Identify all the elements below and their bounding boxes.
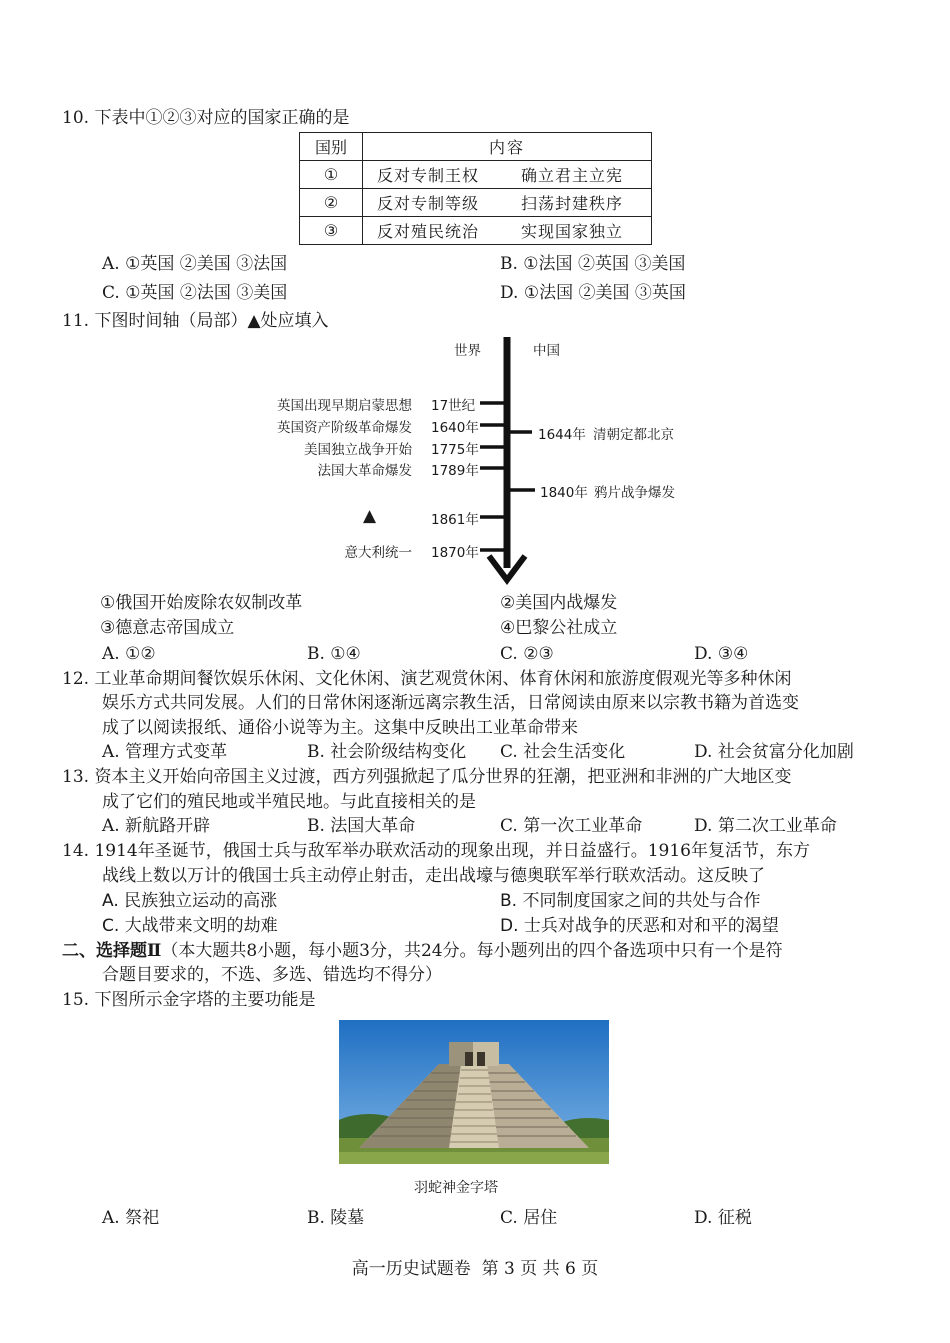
q11-item-4: ④巴黎公社成立 bbox=[500, 618, 618, 638]
section2-header bbox=[62, 940, 783, 962]
q11-option-d: D. ③④ bbox=[694, 644, 749, 664]
pyramid-caption: 羽蛇神金字塔 bbox=[414, 1180, 498, 1196]
q10-row-content-b: 确立君主立宪 bbox=[521, 166, 624, 185]
q11-item-3: ③德意志帝国成立 bbox=[100, 618, 235, 638]
q14-line-1: 14. 1914年圣诞节，俄国士兵与敌军举办联欢活动的现象出现，并日益盛行。1916年复活节，东方 bbox=[62, 841, 810, 861]
page-footer: 高一历史试题卷 第 3 页 共 6 页 bbox=[351, 1259, 599, 1279]
q15-option-a: A. 祭祀 bbox=[102, 1208, 160, 1228]
q15-stem: 15. 下图所示金字塔的主要功能是 bbox=[62, 990, 316, 1010]
section2-desc: （本大题共8小题，每小题3分，共24分。每小题列出的四个备选项中只有一个是符 bbox=[161, 941, 783, 961]
q13-option-b: B. 法国大革命 bbox=[307, 816, 416, 836]
timeline-world-event: 英国出现早期启蒙思想 bbox=[277, 398, 412, 414]
q11-stem: 11. 下图时间轴（局部）▲处应填入 bbox=[62, 311, 329, 331]
q12-option-c: C. 社会生活变化 bbox=[500, 742, 626, 762]
q14-line-2: 战线上数以万计的俄国士兵主动停止射击，走出战壕与德奥联军举行联欢活动。这反映了 bbox=[102, 866, 765, 886]
timeline-world-event: 意大利统一 bbox=[344, 545, 412, 561]
q11-option-c: C. ②③ bbox=[500, 644, 554, 664]
q15-option-b: B. 陵墓 bbox=[307, 1208, 365, 1228]
q10-stem: 10. 下表中①②③对应的国家正确的是 bbox=[62, 108, 350, 128]
q10-option-c: C. ①英国 ②法国 ③美国 bbox=[102, 283, 288, 303]
q13-line-2: 成了它们的殖民地或半殖民地。与此直接相关的是 bbox=[102, 792, 476, 812]
q12-option-b: B. 社会阶级结构变化 bbox=[307, 742, 467, 762]
q11-option-b: B. ①④ bbox=[307, 644, 361, 664]
timeline-world-year: 1640年 bbox=[431, 420, 479, 436]
timeline-world-year: 1775年 bbox=[431, 442, 479, 458]
q10-row-content-b: 扫荡封建秩序 bbox=[521, 194, 624, 213]
q11-option-a: A. ①② bbox=[102, 644, 156, 664]
q12-line-2: 娱乐方式共同发展。人们的日常休闲逐渐远离宗教生活，日常阅读由原来以宗教书籍为首选变 bbox=[102, 693, 799, 713]
q10-row-num: ① bbox=[300, 161, 363, 189]
q10-option-b: B. ①法国 ②英国 ③美国 bbox=[500, 254, 686, 274]
timeline-china-year: 1644年 bbox=[538, 427, 586, 443]
timeline-world-event: 英国资产阶级革命爆发 bbox=[277, 420, 412, 436]
q10-header-content: 内容 bbox=[363, 133, 652, 161]
section2-desc-2: 合题目要求的，不选、多选、错选均不得分） bbox=[102, 965, 442, 985]
q12-option-a: A. 管理方式变革 bbox=[102, 742, 228, 762]
q10-row-content-a: 反对殖民统治 bbox=[377, 222, 480, 241]
q10-option-d: D. ①法国 ②美国 ③英国 bbox=[500, 283, 686, 303]
q11-item-1: ①俄国开始废除农奴制改革 bbox=[100, 593, 303, 613]
timeline-world-year: 1789年 bbox=[431, 463, 479, 479]
timeline-china-header: 中国 bbox=[533, 343, 560, 359]
section2-title: 二、选择题Ⅱ bbox=[62, 941, 162, 961]
pyramid-photo bbox=[339, 1020, 609, 1164]
q10-header-country: 国别 bbox=[300, 133, 363, 161]
q15-option-d: D. 征税 bbox=[694, 1208, 752, 1228]
timeline-world-event: 法国大革命爆发 bbox=[317, 463, 412, 479]
q10-row-num: ③ bbox=[300, 217, 363, 245]
q13-option-c: C. 第一次工业革命 bbox=[500, 816, 643, 836]
q10-row-num: ② bbox=[300, 189, 363, 217]
q14-option-c: C. 大战带来文明的劫难 bbox=[102, 916, 278, 936]
q14-option-a: A. 民族独立运动的高涨 bbox=[102, 891, 278, 911]
q11-item-2: ②美国内战爆发 bbox=[500, 593, 618, 613]
timeline-china-year: 1840年 bbox=[540, 485, 588, 501]
q13-line-1: 13. 资本主义开始向帝国主义过渡，西方列强掀起了瓜分世界的狂潮，把亚洲和非洲的广大地区变 bbox=[62, 767, 792, 787]
timeline-world-year: 17世纪 bbox=[431, 398, 476, 414]
q10-row-content-a: 反对专制王权 bbox=[377, 166, 480, 185]
timeline-world-year: 1861年 bbox=[431, 512, 479, 528]
q10-row-content-a: 反对专制等级 bbox=[377, 194, 480, 213]
q13-option-d: D. 第二次工业革命 bbox=[694, 816, 837, 836]
timeline-world-year: 1870年 bbox=[431, 545, 479, 561]
timeline-china-event: 清朝定都北京 bbox=[593, 427, 674, 443]
q10-row-content-b: 实现国家独立 bbox=[521, 222, 624, 241]
q13-option-a: A. 新航路开辟 bbox=[102, 816, 211, 836]
q12-option-d: D. 社会贫富分化加剧 bbox=[694, 742, 854, 762]
timeline-world-header: 世界 bbox=[454, 343, 481, 359]
q10-option-a: A. ①英国 ②美国 ③法国 bbox=[102, 254, 288, 274]
timeline-world-event: 美国独立战争开始 bbox=[304, 442, 412, 458]
timeline-china-event: 鸦片战争爆发 bbox=[594, 485, 675, 501]
q14-option-b: B. 不同制度国家之间的共处与合作 bbox=[500, 891, 761, 911]
q15-option-c: C. 居住 bbox=[500, 1208, 558, 1228]
timeline-blank-triangle: ▲ bbox=[363, 506, 377, 526]
q14-option-d: D. 士兵对战争的厌恶和对和平的渴望 bbox=[500, 916, 779, 936]
q12-line-1: 12. 工业革命期间餐饮娱乐休闲、文化休闲、演艺观赏休闲、体育休闲和旅游度假观光等多种休闲 bbox=[62, 669, 792, 689]
q12-line-3: 成了以阅读报纸、通俗小说等为主。这集中反映出工业革命带来 bbox=[102, 718, 578, 738]
